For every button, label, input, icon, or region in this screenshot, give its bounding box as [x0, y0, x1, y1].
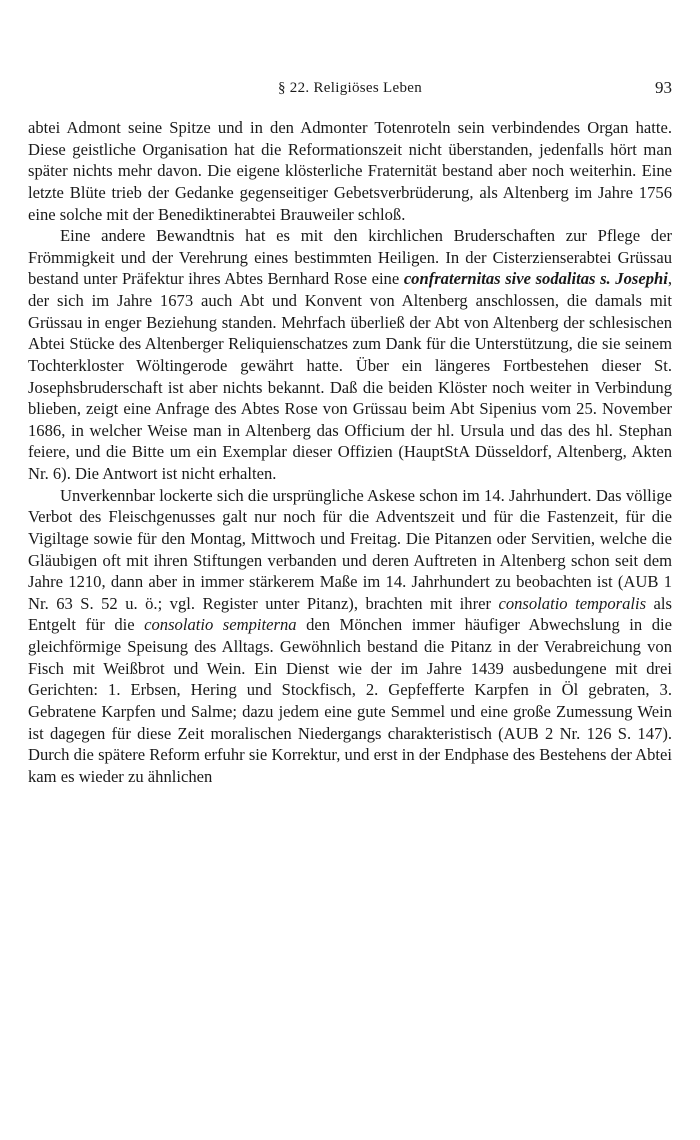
body-text: [28, 117, 672, 787]
text-run: den Mönchen immer häufiger Abwechslung in die gleichförmige Speisung des Alltags. Gewöhnlich bestand die Pitanz in der Verabreichung von Fisch mit Weißbrot und Wein. Ein Dienst wie der im Jahre 1439 ausbedungene mit drei Gerichten: 1. Erbsen, Hering und Stockfisch, 2. Gepfefferte Karpfen in Öl gebraten, 3. Gebratene Karpfen und Salme; dazu jedem eine gute Semmel und eine große Zumessung Wein ist dagegen für diese Zeit moralischen Niedergangs charakteristisch (AUB 2 Nr. 126 S. 147). Durch die spätere Reform erfuhr sie Korrektur, und erst in der Endphase des Bestehens der Abtei kam es wieder zu ähnlichen: [28, 615, 672, 786]
paragraph-continuation: [28, 117, 672, 225]
text-run: als Entgelt für die: [28, 593, 672, 635]
latin-phrase-confraternitas: confraternitas sive sodalitas s. Josephi: [403, 269, 668, 289]
latin-phrase-consolatio-temporalis: consolatio temporalis: [498, 593, 647, 613]
running-head: [28, 77, 672, 99]
latin-phrase-consolatio-sempiterna: consolatio sempiterna: [144, 615, 297, 635]
text-run: , der sich im Jahre 1673 auch Abt und Konvent von Altenberg anschlossen, die damals mit Grüssau in enger Beziehung standen. Mehrfach überließ der Abt von Altenberg der schlesischen Abtei Stücke des Altenberger Reliquienschatzes zum Dank für die Unterstützung, die sie seinem Tochterkloster Wöltingerode gewährt hatte. Über ein längeres Fortbestehen dieser St. Josephsbruderschaft ist aber nichts bekannt. Daß die beiden Klöster noch weiter in Verbindung blieben, zeigt eine Anfrage des Abtes Rose von Grüssau beim Abt Sipenius vom 25. November 1686, in welcher Weise man in Altenberg das Officium der hl. Ursula und das des hl. Stephan feiere, und die Bitte um ein Exemplar dieser Offizien (HauptStA Düsseldorf, Altenberg, Akten Nr. 6). Die Antwort ist nicht erhalten.: [28, 269, 672, 483]
paragraph-bruderschaften: [28, 225, 672, 485]
text-run: abtei Admont seine Spitze und in den Admonter Totenroteln sein verbindendes Organ hatte. Diese geistliche Organisation hat die Reformationszeit nicht überstanden, jedenfalls hört man später nichts mehr davon. Die eigene klösterliche Fraternität bestand aber noch weiterhin. Eine letzte Blüte trieb der Gedanke gegenseitiger Gebetsverbrüderung, als Altenberg im Jahre 1756 eine solche mit der Benediktinerabtei Brauweiler schloß.: [28, 118, 672, 224]
page-number: 93: [655, 78, 672, 97]
paragraph-askese: [28, 485, 672, 788]
text-run: Unverkennbar lockerte sich die ursprüngliche Askese schon im 14. Jahrhundert. Das völlige Verbot des Fleischgenusses galt nur noch für die Adventszeit und für die Fastenzeit, für die Vigiltage sowie für den Montag, Mittwoch und Freitag. Die Pitanzen oder Servitien, welche die Gläubigen oft mit ihren Stiftungen verbanden und deren Auftreten in Altenberg schon seit dem Jahre 1210, dann aber in immer stärkerem Maße im 14. Jahrhundert zu beobachten ist (AUB 1 Nr. 63 S. 52 u. ö.; vgl. Register unter Pitanz), brachten mit ihrer: [28, 485, 672, 613]
running-title: § 22. Religiöses Leben: [277, 80, 423, 96]
text-run: Eine andere Bewandtnis hat es mit den kirchlichen Bruderschaften zur Pflege der Frömmigkeit und der Verehrung eines bestimmten Heiligen. In der Cisterzienserabtei Grüssau bestand unter Präfektur ihres Abtes Bernhard Rose eine: [28, 226, 672, 289]
